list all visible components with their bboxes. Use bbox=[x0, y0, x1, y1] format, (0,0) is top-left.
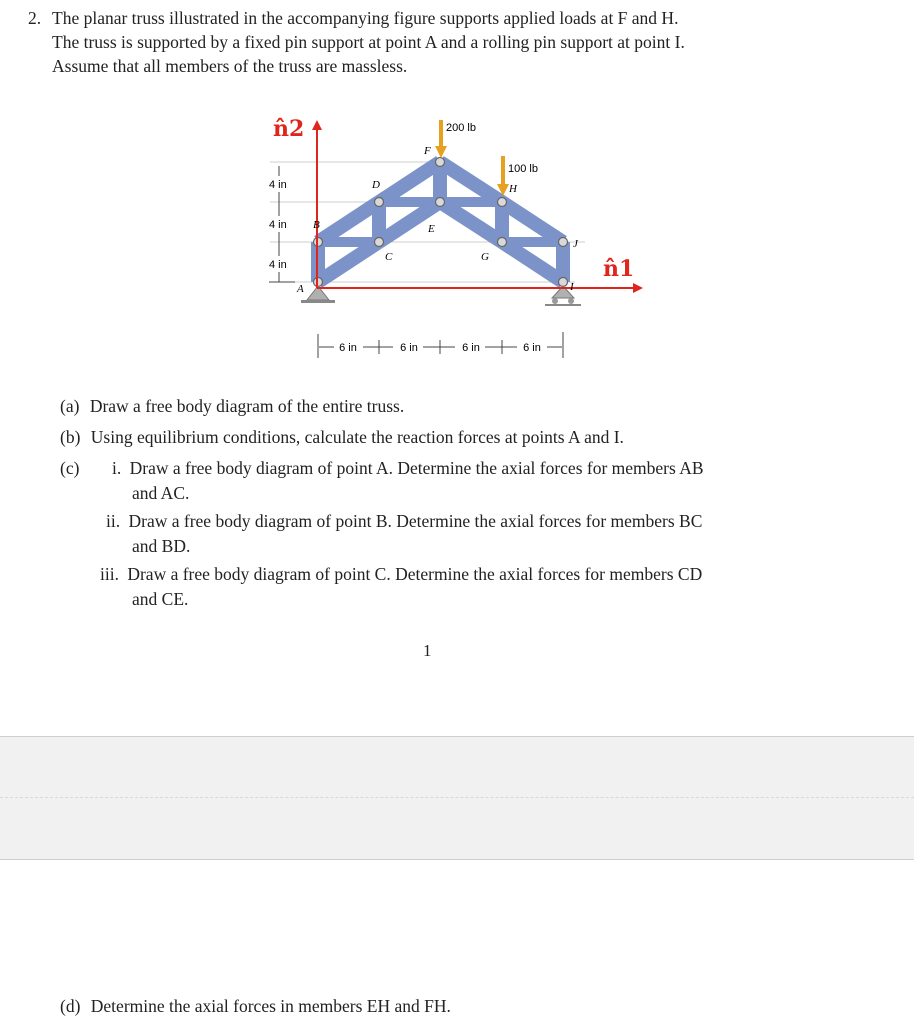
label-C: C bbox=[385, 251, 393, 263]
page-gap-band-lower bbox=[0, 797, 914, 860]
part-c-i-label: i. bbox=[112, 458, 122, 478]
part-c-iii-line1: Draw a free body diagram of point C. Determine the axial forces for members CD bbox=[127, 564, 703, 584]
vdim-3: 4 in bbox=[269, 259, 287, 271]
h-load-label: 100 lb bbox=[508, 163, 538, 175]
part-d-text: Determine the axial forces in members EH and FH. bbox=[90, 996, 451, 1016]
problem-line-1: The planar truss illustrated in the accompanying figure supports applied loads at F and H. bbox=[52, 8, 679, 28]
truss-figure bbox=[255, 106, 655, 366]
part-a-text: Draw a free body diagram of the entire truss. bbox=[89, 396, 405, 416]
part-b-text: Using equilibrium conditions, calculate the reaction forces at points A and I. bbox=[90, 427, 624, 447]
part-c-i-line2: and AC. bbox=[132, 483, 190, 503]
label-I: I bbox=[570, 281, 574, 293]
vdim-1: 4 in bbox=[269, 179, 287, 191]
label-A: A bbox=[297, 283, 304, 295]
problem-line-3: Assume that all members of the truss are massless. bbox=[52, 56, 408, 76]
part-c-ii-label: ii. bbox=[106, 511, 121, 531]
label-F: F bbox=[424, 145, 431, 157]
label-J: J bbox=[573, 238, 578, 250]
problem-line-2: The truss is supported by a fixed pin support at point A and a rolling pin support at point I. bbox=[52, 32, 685, 52]
load-arrow-H bbox=[497, 156, 509, 196]
part-d bbox=[60, 994, 451, 1018]
page-number: 1 bbox=[423, 641, 432, 660]
part-c-ii bbox=[106, 509, 702, 533]
part-c-label: (c) bbox=[60, 458, 80, 478]
label-B: B bbox=[313, 219, 320, 231]
member-CE bbox=[379, 202, 440, 242]
part-a bbox=[60, 394, 404, 418]
n2-label: n̂2 bbox=[273, 116, 305, 142]
page-gap-band bbox=[0, 736, 914, 797]
part-c-iii-label: iii. bbox=[100, 564, 119, 584]
member-BD bbox=[318, 202, 379, 242]
member-EH bbox=[440, 202, 502, 242]
part-c-ii-line2: and BD. bbox=[132, 536, 191, 556]
part-b bbox=[60, 425, 624, 449]
hdim-4: 6 in bbox=[523, 342, 541, 354]
n1-label: n̂1 bbox=[603, 256, 635, 282]
member-HJ bbox=[502, 202, 563, 242]
member-DF bbox=[379, 162, 440, 202]
part-a-label: (a) bbox=[60, 396, 80, 416]
problem-number: 2. bbox=[28, 8, 42, 28]
part-c-iii-line2: and CE. bbox=[132, 589, 189, 609]
hdim-3: 6 in bbox=[462, 342, 480, 354]
member-GI bbox=[502, 242, 563, 282]
label-G: G bbox=[481, 251, 489, 263]
part-d-label: (d) bbox=[60, 996, 81, 1016]
part-c-i-line1: Draw a free body diagram of point A. Determine the axial forces for members AB bbox=[129, 458, 704, 478]
axis-n1 bbox=[317, 283, 643, 293]
vdim-2: 4 in bbox=[269, 219, 287, 231]
label-D: D bbox=[372, 179, 380, 191]
vertical-dimension-labels bbox=[269, 179, 287, 271]
label-E: E bbox=[428, 223, 435, 235]
part-c-i bbox=[112, 456, 704, 480]
truss-members bbox=[318, 162, 563, 282]
f-load-label: 200 lb bbox=[446, 122, 476, 134]
member-AC bbox=[318, 242, 379, 282]
hdim-1: 6 in bbox=[339, 342, 357, 354]
member-FH bbox=[440, 162, 502, 202]
part-b-label: (b) bbox=[60, 427, 81, 447]
part-c-ii-line1: Draw a free body diagram of point B. Determine the axial forces for members BC bbox=[128, 511, 703, 531]
part-c-iii bbox=[100, 562, 702, 586]
label-H: H bbox=[509, 183, 517, 195]
hdim-2: 6 in bbox=[400, 342, 418, 354]
